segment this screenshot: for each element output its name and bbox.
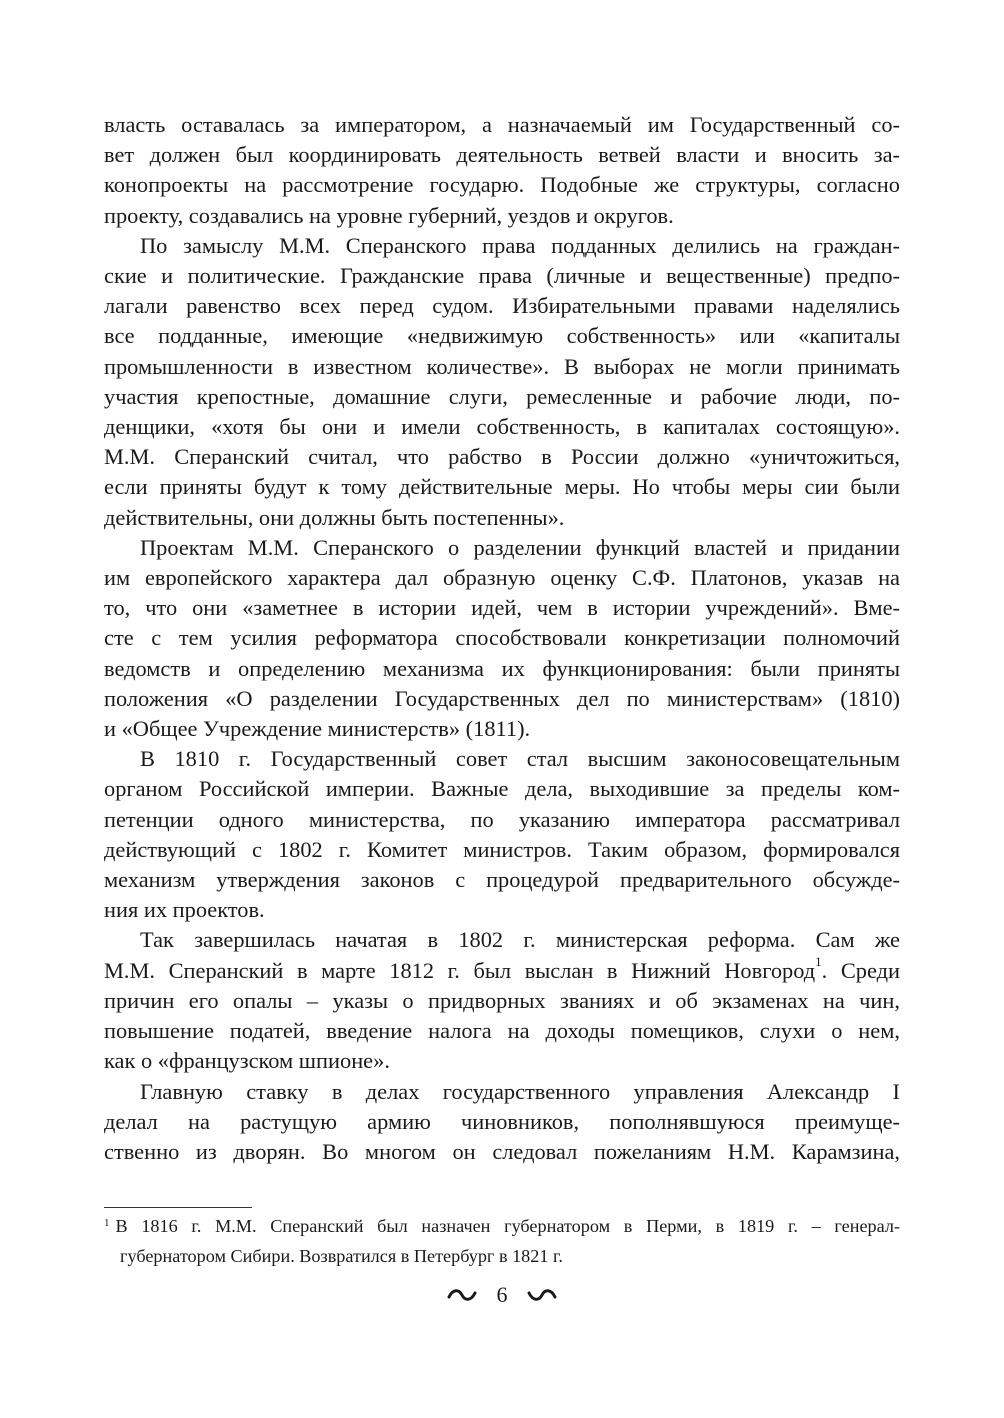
text-line: участия крепостные, домашние слуги, ремесленные и рабочие люди, по- [104,383,900,409]
text-line: ведомств и определению механизма их функционирования: были приняты [104,655,900,681]
text-line: ственно из дворян. Во многом он следовал пожеланиям Н.М. Карамзина, [104,1138,900,1164]
text-line: органом Российской империи. Важные дела, выходившие за пределы ком- [104,776,900,802]
text-line: ские и политические. Гражданские права (личные и вещественные) предпо- [104,263,900,289]
text-line: ния их проектов. [104,897,265,923]
text-line: действующий с 1802 г. Комитет министров. Таким образом, формировался [104,836,900,862]
text-line: положения «О разделении Государственных дел по министерствам» (1810) [104,685,900,711]
paragraph [104,925,900,1076]
footnote-reference[interactable]: 1 [815,954,822,970]
footnote-line: губернатором Сибири. Возвратился в Петербург в 1821 г. [120,1246,563,1266]
text-line: все подданные, имеющие «недвижимую собственность» или «капиталы [104,323,900,349]
page-number: 6 [496,1281,508,1307]
text-line: промышленности в известном количестве». В выборах не могли принимать [104,353,900,379]
text-line: и «Общее Учреждение министерств» (1811). [104,716,531,742]
text-line: им европейского характера дал образную оценку С.Ф. Платонов, указав на [104,565,900,591]
footnote [104,1213,900,1270]
text-line: Так завершилась начатая в 1802 г. министерская реформа. Сам же [140,927,900,953]
text-line: конопроекты на рассмотрение государю. Подобные же структуры, согласно [104,172,900,198]
paragraph [104,231,900,533]
text-line: то, что они «заметнее в истории идей, чем в истории учреждений». Вме- [104,595,900,621]
text-line: проекту, создавались на уровне губерний, уездов и округов. [104,202,674,228]
text-line: В 1810 г. Государственный совет стал высшим законосовещательным [140,746,900,772]
text-line: М.М. Сперанский считал, что рабство в России должно «уничтожиться, [104,444,900,470]
text-line: как о «французском шпионе». [104,1048,390,1074]
text-line: лагали равенство всех перед судом. Избирательными правами наделялись [104,293,900,319]
text-line: сте с тем усилия реформатора способствовали конкретизации полномочий [104,625,900,651]
text-line: повышение податей, введение налога на доходы помещиков, слухи о нем, [104,1018,900,1044]
text-line: денщики, «хотя бы они и имели собственность, в капиталах состоящую». [104,414,900,440]
text-line: власть оставалась за императором, а назначаемый им Государственный со- [104,112,900,137]
text-line: По замыслу М.М. Сперанского права подданных делились на граждан- [140,232,900,258]
text-line: Главную ставку в делах государственного управления Александр I [140,1078,900,1104]
ornament-right-icon [527,1288,557,1302]
text-line: механизм утверждения законов с процедурой предварительного обсужде- [104,867,900,893]
text-segment: . Среди [821,957,900,983]
paragraph [104,110,900,231]
paragraph [104,1077,900,1168]
text-line: действительны, они должны быть постепенны». [104,504,565,530]
page-number-block [0,1280,1004,1308]
footnote-line [104,1213,900,1243]
ornament-left-icon [447,1288,477,1302]
text-line: если приняты будут к тому действительные меры. Но чтобы меры сии были [104,474,900,500]
text-segment: М.М. Сперанский в марте 1812 г. был выслан в Нижний Новгород [104,957,816,983]
main-text [104,110,900,1167]
paragraph [104,533,900,744]
text-line: петенции одного министерства, по указанию императора рассматривал [104,806,900,832]
footnote-marker: 1 [104,1217,110,1229]
footnote-divider [104,1207,252,1208]
footnote-text: В 1816 г. М.М. Сперанский был назначен губернатором в Перми, в 1819 г. – генерал- [115,1216,900,1236]
paragraph [104,744,900,925]
text-line: делал на растущую армию чиновников, пополнявшуюся преимуще- [104,1108,900,1134]
text-line: причин его опалы – указы о придворных званиях и об экзаменах на чин, [104,987,900,1013]
text-line-with-footnote [104,956,900,986]
text-line: Проектам М.М. Сперанского о разделении функций властей и придании [140,534,900,560]
text-line: вет должен был координировать деятельность ветвей власти и вносить за- [104,142,900,168]
